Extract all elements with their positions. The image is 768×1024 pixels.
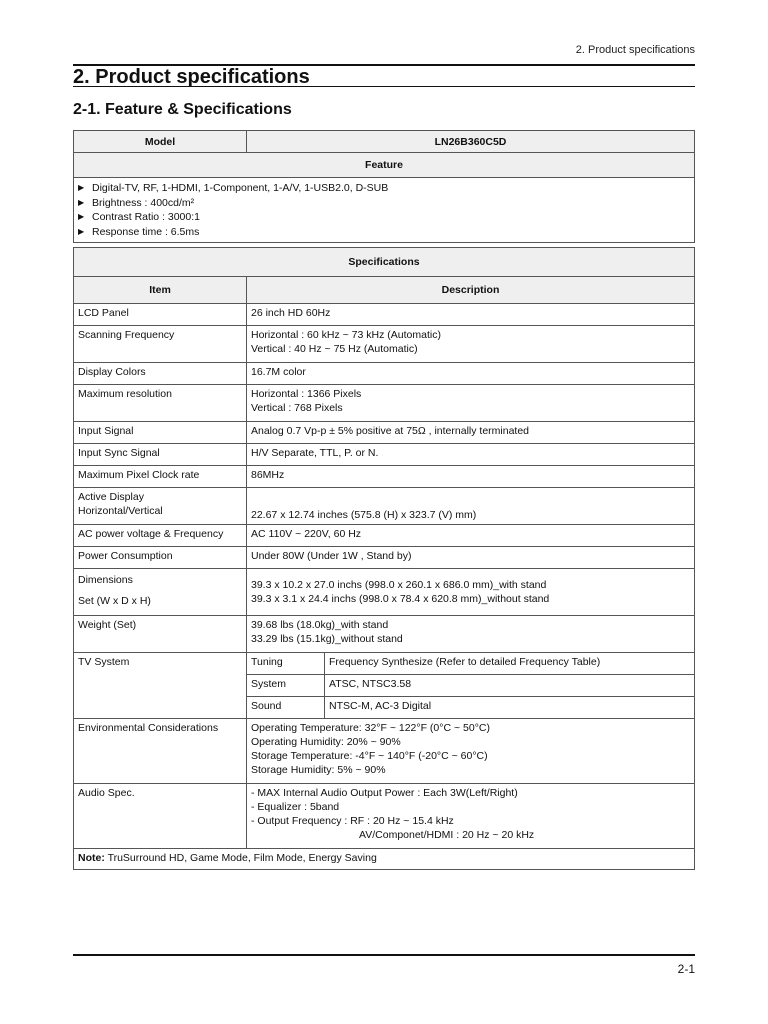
tv-sub-value: ATSC, NTSC3.58 — [325, 675, 695, 697]
spec-desc: Analog 0.7 Vp-p ± 5% positive at 75Ω , internally terminated — [247, 422, 695, 444]
spec-item: Audio Spec. — [74, 784, 247, 849]
table-row — [74, 363, 695, 385]
spec-desc: Horizontal : 1366 Pixels Vertical : 768 Pixels — [247, 385, 695, 422]
tv-sub-label: Tuning — [247, 653, 325, 675]
tv-sub-label: Sound — [247, 697, 325, 719]
spec-item: Input Sync Signal — [74, 444, 247, 466]
note — [74, 849, 695, 870]
feature-list — [74, 178, 695, 243]
tv-sub-value: NTSC-M, AC-3 Digital — [325, 697, 695, 719]
list-item: ▶ Contrast Ratio : 3000:1 — [78, 211, 200, 223]
footer-rule — [73, 954, 695, 956]
tv-sub-value: Frequency Synthesize (Refer to detailed Frequency Table) — [325, 653, 695, 675]
spec-item: Dimensions Set (W x D x H) — [74, 569, 247, 616]
table-row — [74, 488, 695, 525]
tv-sub-label: System — [247, 675, 325, 697]
spec-desc: 39.3 x 10.2 x 27.0 inchs (998.0 x 260.1 x 686.0 mm)_with stand 39.3 x 3.1 x 24.4 inchs (998.0 x 78.4 x 620.8 mm)_without stand — [247, 569, 695, 616]
triangle-bullet-icon: ▶ — [78, 183, 85, 192]
list-item: ▶ Digital-TV, RF, 1-HDMI, 1-Component, 1-A/V, 1-USB2.0, D-SUB — [78, 182, 389, 194]
spec-item: LCD Panel — [74, 304, 247, 326]
table-row — [74, 719, 695, 784]
table-row — [74, 569, 695, 616]
table-row — [74, 385, 695, 422]
spec-desc: 26 inch HD 60Hz — [247, 304, 695, 326]
table-row — [74, 653, 695, 675]
table-row — [74, 616, 695, 653]
spec-desc: 86MHz — [247, 466, 695, 488]
list-item: ▶ Brightness : 400cd/m² — [78, 196, 195, 209]
spec-item: Active Display Horizontal/Vertical — [74, 488, 247, 525]
table-row — [74, 525, 695, 547]
list-item: ▶ Response time : 6.5ms — [78, 225, 200, 238]
spec-desc: - MAX Internal Audio Output Power : Each 3W(Left/Right) - Equalizer : 5band - Output Frequency : RF : 20 Hz ~ 15.4 kHz AV/Componet/HDMI : 20 Hz ~ 20 kHz — [247, 784, 695, 849]
model-label: Model — [74, 131, 247, 153]
spec-item: Display Colors — [74, 363, 247, 385]
triangle-bullet-icon: ▶ — [78, 226, 85, 236]
table-row — [74, 466, 695, 488]
spec-item: Environmental Considerations — [74, 719, 247, 784]
specifications-header: Specifications — [74, 248, 695, 277]
description-column-header: Description — [247, 277, 695, 304]
spec-desc: AC 110V ~ 220V, 60 Hz — [247, 525, 695, 547]
table-row — [74, 444, 695, 466]
spec-item: AC power voltage & Frequency — [74, 525, 247, 547]
title-rule — [73, 86, 695, 87]
spec-desc: 22.67 x 12.74 inches (575.8 (H) x 323.7 (V) mm) — [247, 488, 695, 525]
spec-desc: 16.7M color — [247, 363, 695, 385]
spec-item: Maximum Pixel Clock rate — [74, 466, 247, 488]
spec-item: Scanning Frequency — [74, 326, 247, 363]
spec-desc: Operating Temperature: 32°F ~ 122°F (0°C ~ 50°C) Operating Humidity: 20% ~ 90% Storage Temperature: -4°F ~ 140°F (-20°C ~ 60°C) Storage Humidity: 5% ~ 90% — [247, 719, 695, 784]
feature-table — [73, 130, 695, 243]
page-title: 2. Product specifications — [73, 66, 310, 88]
running-header: 2. Product specifications — [575, 44, 695, 56]
triangle-bullet-icon: ▶ — [78, 212, 85, 221]
spec-desc: 39.68 lbs (18.0kg)_with stand 33.29 lbs (15.1kg)_without stand — [247, 616, 695, 653]
table-row — [74, 326, 695, 363]
model-value: LN26B360C5D — [247, 131, 695, 153]
feature-header: Feature — [74, 153, 695, 178]
spec-item: Weight (Set) — [74, 616, 247, 653]
note-text: TruSurround HD, Game Mode, Film Mode, Energy Saving — [104, 852, 377, 864]
table-row — [74, 784, 695, 849]
spec-item: Input Signal — [74, 422, 247, 444]
spec-item: Power Consumption — [74, 547, 247, 569]
section-title: 2-1. Feature & Specifications — [73, 101, 292, 118]
spec-desc: Horizontal : 60 kHz ~ 73 kHz (Automatic) Vertical : 40 Hz ~ 75 Hz (Automatic) — [247, 326, 695, 363]
spec-item: TV System — [74, 653, 247, 719]
spec-desc: Under 80W (Under 1W , Stand by) — [247, 547, 695, 569]
table-row — [74, 304, 695, 326]
triangle-bullet-icon: ▶ — [78, 197, 85, 207]
table-row — [74, 849, 695, 870]
table-row — [74, 547, 695, 569]
table-row — [74, 422, 695, 444]
page-number: 2-1 — [677, 962, 695, 976]
note-label: Note: — [78, 852, 105, 864]
spec-item: Maximum resolution — [74, 385, 247, 422]
spec-desc: H/V Separate, TTL, P. or N. — [247, 444, 695, 466]
specifications-table — [73, 247, 695, 870]
item-column-header: Item — [74, 277, 247, 304]
